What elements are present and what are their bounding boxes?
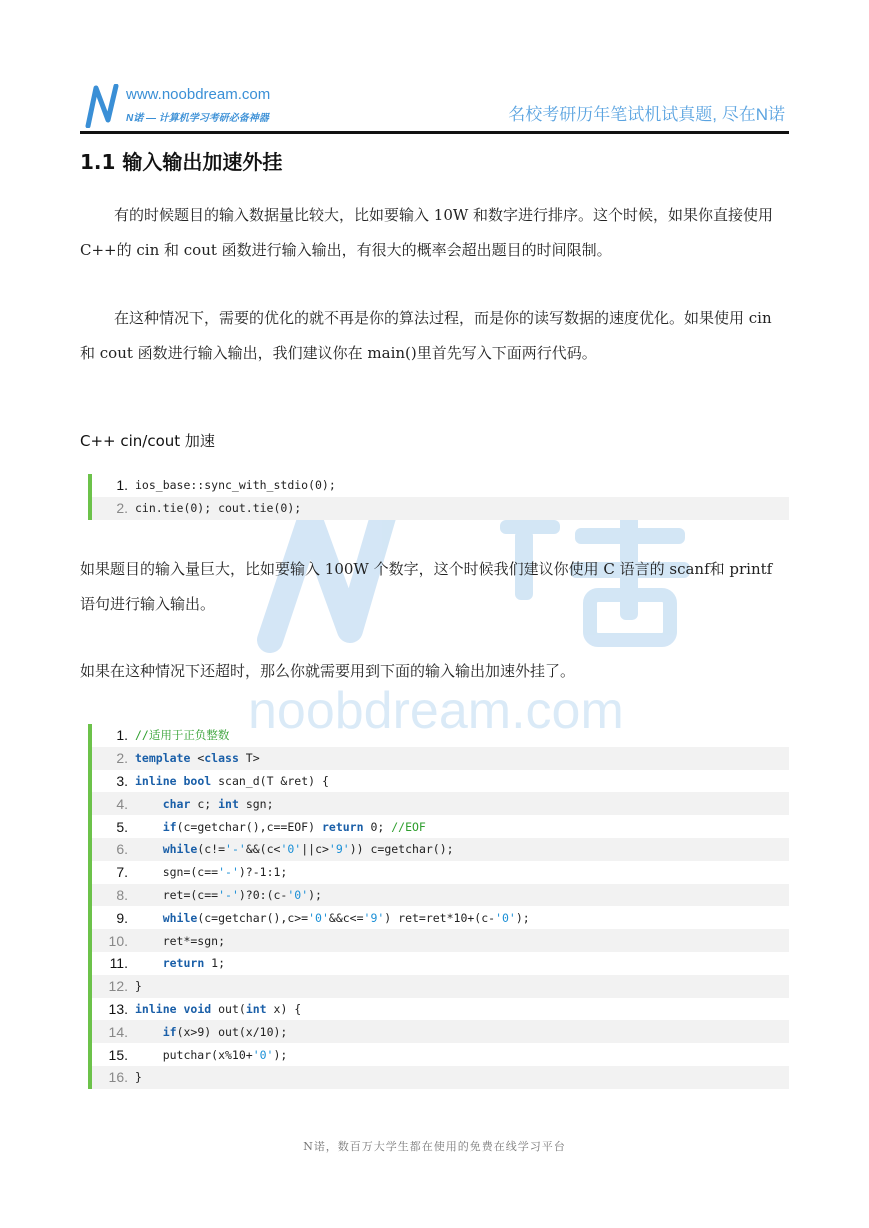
code-line: 11. return 1; [109,955,226,972]
code-line: 15. putchar(x%10+'0'); [108,1046,288,1063]
code-line: 4. char c; int sgn; [92,792,789,815]
code-block-cin-cout [88,474,789,520]
code-line: 10. ret*=sgn; [92,929,789,952]
code-line: 6. while(c!='-'&&(c<'0'||c>'9')) c=getchar(); [92,838,789,861]
code-line: 13. inline void out(int x) { [108,1000,302,1017]
code-line: 9. while(c=getchar(),c>='0'&&c<='9') ret=ret*10+(c-'0'); [116,909,530,926]
code-line: 8. ret=(c=='-')?0:(c-'0'); [92,884,789,907]
site-url[interactable]: www.noobdream.com [126,86,271,103]
code-line: 2. cin.tie(0); cout.tie(0); [92,497,789,520]
header-slogan: 名校考研历年笔试机试真题, 尽在N诺 [508,105,785,124]
page-footer: N诺，数百万大学生都在使用的免费在线学习平台 [303,1140,566,1153]
code-line: 7. sgn=(c=='-')?-1:1; [116,864,288,881]
paragraph-2: 在这种情况下，需要的优化的就不再是你的算法过程，而是你的读写数据的速度优化。如果使用 cin 和 cout 函数进行输入输出，我们建议你在 main()里首先写入下面两行代码。 [80,309,772,362]
code-line: 16. } [92,1066,789,1089]
paragraph-1: 有的时候题目的输入数据量比较大，比如要输入 10W 和数字进行排序。这个时候，如果你直接使用 C++的 cin 和 cout 函数进行输入输出，有很大的概率会超出题目的时间限制。 [80,206,774,259]
section-title: 1.1 输入输出加速外挂 [80,150,283,174]
watermark-text: noobdream.com [248,682,624,730]
code-line: 14. if(x>9) out(x/10); [92,1020,789,1043]
noobdream-logo-icon [84,84,120,128]
site-tagline: N诺 — 计算机学习考研必备神器 [126,113,269,124]
code-subheading: C++ cin/cout 加速 [80,432,215,450]
code-line: 12. } [92,975,789,998]
code-line: 3. inline bool scan_d(T &ret) { [116,772,329,789]
paragraph-4: 如果在这种情况下还超时，那么你就需要用到下面的输入输出加速外挂了。 [80,662,576,680]
header-divider [80,131,789,134]
code-line: 1. //适用于正负整数 [116,727,230,744]
paragraph-3: 如果题目的输入量巨大，比如要输入 100W 个数字，这个时候我们建议你使用 C 语言的 scanf和 printf 语句进行输入输出。 [80,560,773,613]
code-line: 5. if(c=getchar(),c==EOF) return 0; //EOF [116,818,426,835]
code-line: 1. ios_base::sync_with_stdio(0); [116,477,336,494]
code-line: 2. template <class T> [92,747,789,770]
code-block-fast-io [88,724,789,1089]
